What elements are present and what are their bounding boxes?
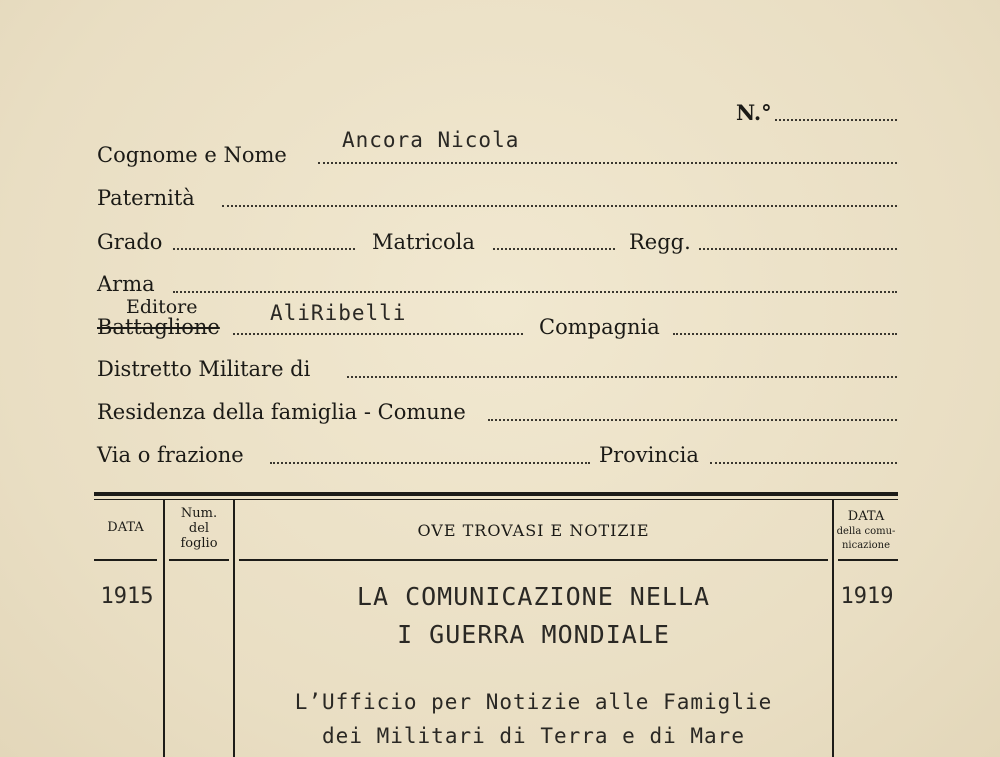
residence-label: Residenza della famiglia - Comune [97, 400, 466, 424]
battalion-label: Battaglione [97, 315, 220, 339]
table-top-rule-thin [94, 499, 898, 500]
column-divider [233, 500, 235, 757]
col-sheet-header-line: Num. [180, 506, 218, 521]
paternity-label: Paternità [97, 186, 195, 210]
company-label: Compagnia [539, 315, 660, 339]
name-field[interactable] [318, 162, 897, 164]
record-title-line-2: I GUERRA MONDIALE [397, 620, 670, 649]
name-value: Ancora Nicola [342, 128, 520, 152]
street-label: Via o frazione [97, 443, 244, 467]
battalion-value: AliRibelli [270, 301, 407, 325]
province-field[interactable] [710, 462, 897, 464]
battalion-correction: Editore [126, 296, 198, 318]
residence-field[interactable] [488, 419, 897, 421]
matricola-field[interactable] [493, 248, 615, 250]
regg-field[interactable] [699, 248, 897, 250]
col-sheet-header-line: foglio [180, 536, 218, 551]
matricola-label: Matricola [372, 230, 475, 254]
row-comm-date: 1919 [840, 584, 894, 609]
header-underline [169, 559, 229, 561]
record-subtitle-line-2: dei Militari di Terra e di Mare [322, 724, 745, 748]
company-field[interactable] [673, 333, 897, 335]
regg-label: Regg. [629, 230, 691, 254]
number-field[interactable] [775, 119, 897, 121]
col-notes-header: OVE TROVASI E NOTIZIE [417, 521, 650, 540]
header-underline [838, 559, 898, 561]
grade-field[interactable] [173, 248, 355, 250]
street-field[interactable] [270, 462, 590, 464]
number-label: N.° [736, 100, 772, 125]
record-subtitle-line-1: L’Ufficio per Notizie alle Famiglie [294, 690, 773, 714]
col-comm-header-line: DATA [847, 509, 885, 524]
record-title-line-1: LA COMUNICAZIONE NELLA [356, 582, 711, 611]
col-sheet-header-line: del [188, 521, 210, 536]
district-field[interactable] [347, 376, 897, 378]
name-label: Cognome e Nome [97, 143, 287, 167]
col-date-header: DATA [107, 520, 144, 535]
district-label: Distretto Militare di [97, 357, 311, 381]
province-label: Provincia [599, 443, 699, 467]
arma-field[interactable] [173, 291, 897, 293]
col-comm-header-line: nicazione [841, 540, 891, 551]
battalion-field[interactable] [233, 333, 523, 335]
header-underline [94, 559, 157, 561]
column-divider [832, 500, 834, 757]
grade-label: Grado [97, 230, 163, 254]
col-comm-header-line: della comu- [836, 526, 896, 537]
paternity-field[interactable] [222, 205, 897, 207]
row-date: 1915 [100, 584, 154, 609]
table-top-rule-thick [94, 492, 898, 496]
arma-label: Arma [97, 272, 155, 296]
header-underline [239, 559, 828, 561]
